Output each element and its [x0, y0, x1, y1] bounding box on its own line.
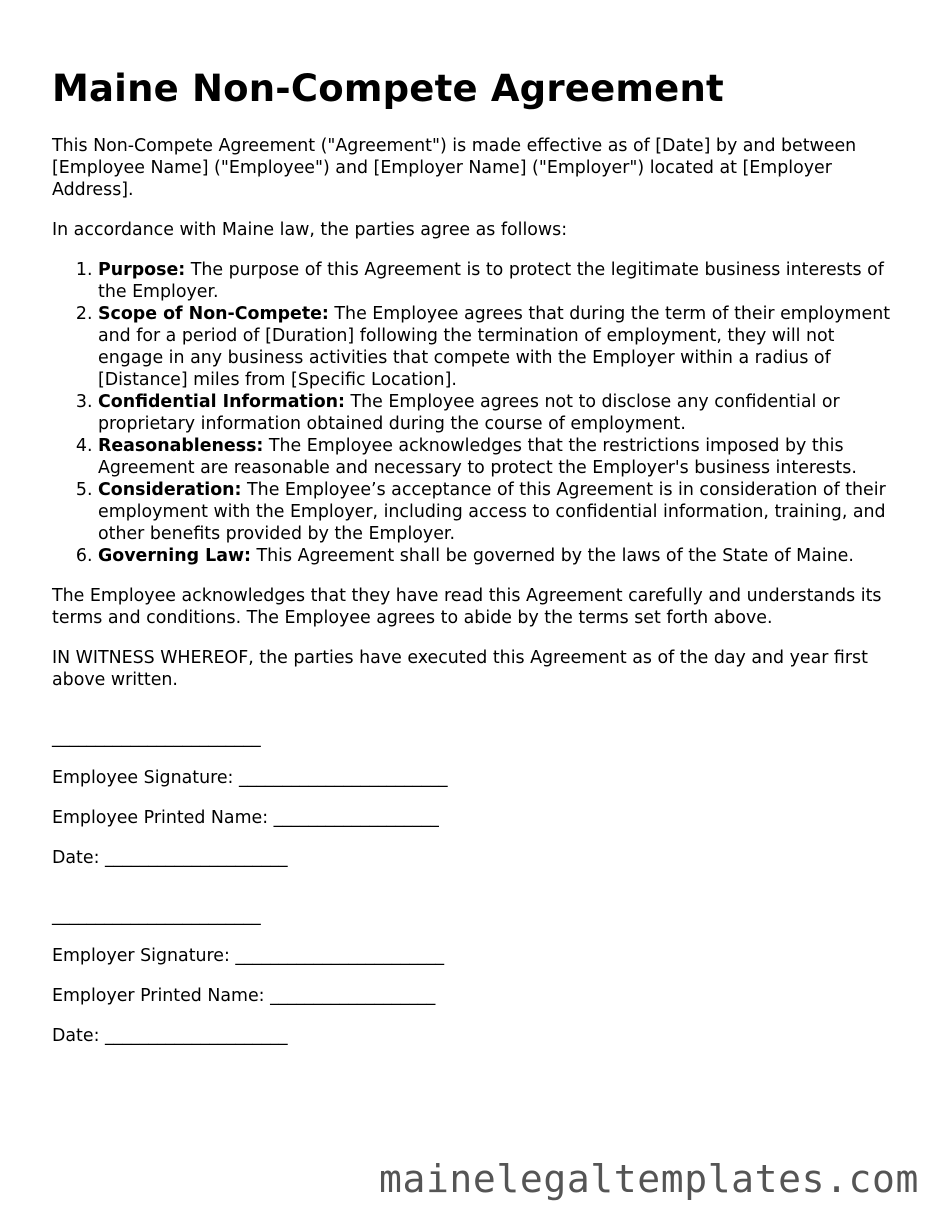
clause-text: The purpose of this Agreement is to protect the legitimate business interests of the Employer. — [98, 260, 884, 302]
spacer — [52, 887, 902, 905]
witness-paragraph: IN WITNESS WHEREOF, the parties have executed this Agreement as of the day and year first above written. — [52, 648, 868, 690]
employee-date-field: Date: _____________________ — [52, 848, 288, 868]
spacer — [52, 709, 902, 727]
clause-heading: Purpose: — [98, 260, 186, 280]
employee-printed-name-field: Employee Printed Name: ___________________ — [52, 808, 439, 828]
clause-item — [98, 259, 902, 303]
site-watermark: mainelegaltemplates.com — [379, 1157, 919, 1201]
document-page — [52, 66, 902, 1065]
employee-signature-field: Employee Signature: ________________________ — [52, 768, 448, 788]
clause-text: The Employee acknowledges that the restrictions imposed by this Agreement are reasonable and necessary to protect the Employer's business interests. — [98, 436, 857, 478]
employee-blank-line: ________________________ — [52, 728, 261, 748]
clause-heading: Reasonableness: — [98, 436, 264, 456]
clause-item — [98, 545, 902, 567]
employer-blank-line: ________________________ — [52, 906, 261, 926]
clause-item — [98, 303, 902, 391]
clause-text: This Agreement shall be governed by the laws of the State of Maine. — [251, 546, 854, 566]
lead-in-paragraph: In accordance with Maine law, the parties agree as follows: — [52, 220, 568, 240]
clause-heading: Confidential Information: — [98, 392, 345, 412]
clause-heading: Scope of Non-Compete: — [98, 304, 329, 324]
employer-printed-name-field: Employer Printed Name: ___________________ — [52, 986, 436, 1006]
clause-item — [98, 391, 902, 435]
clause-heading: Governing Law: — [98, 546, 251, 566]
acknowledgment-paragraph: The Employee acknowledges that they have read this Agreement carefully and understands its terms and conditions. The Employee agrees to abide by the terms set forth above. — [52, 586, 882, 628]
intro-paragraph: This Non-Compete Agreement ("Agreement") is made effective as of [Date] by and between [Employee Name] ("Employee") and [Employer Name] ("Employer") located at [Employer Address]. — [52, 136, 857, 200]
clause-item — [98, 479, 902, 545]
clause-text: The Employee agrees not to disclose any confidential or proprietary information obtained during the course of employment. — [98, 392, 840, 434]
clause-text: The Employee’s acceptance of this Agreement is in consideration of their employment with the Employer, including access to confidential information, training, and other benefits provided by the Employer. — [98, 480, 886, 544]
clause-text: The Employee agrees that during the term of their employment and for a period of [Duration] following the termination of employment, they will not engage in any business activities that compete with the Employer within a radius of [Distance] miles from [Specific Location]. — [98, 304, 891, 390]
employer-signature-field: Employer Signature: ________________________ — [52, 946, 445, 966]
employer-date-field: Date: _____________________ — [52, 1026, 288, 1046]
clause-item — [98, 435, 902, 479]
document-title: Maine Non-Compete Agreement — [52, 67, 724, 110]
employee-signature-block — [52, 727, 902, 869]
employer-signature-block — [52, 905, 902, 1047]
clause-list — [52, 259, 902, 567]
clause-heading: Consideration: — [98, 480, 242, 500]
